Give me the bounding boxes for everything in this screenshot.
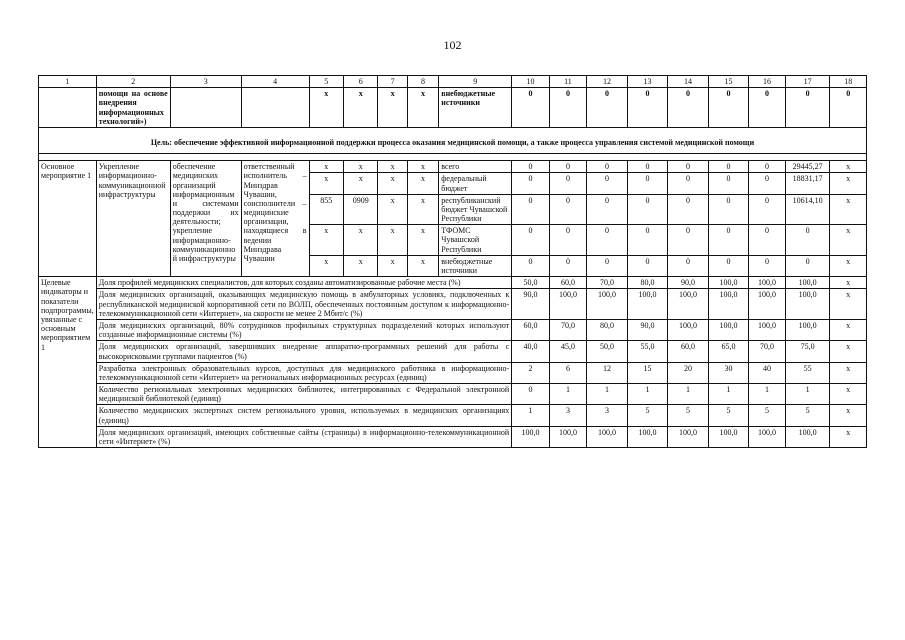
value-cell: 0	[785, 88, 830, 128]
funding-source: федеральный бюджет	[439, 173, 512, 194]
code-cell: х	[407, 255, 438, 276]
value-cell: 0	[587, 225, 628, 256]
value-cell: 60,0	[668, 341, 709, 362]
column-number: 3	[170, 76, 241, 88]
value-cell: х	[830, 319, 867, 340]
column-number: 5	[309, 76, 343, 88]
value-cell: 100,0	[549, 289, 586, 320]
code-cell: х	[407, 173, 438, 194]
spacer-row	[39, 154, 867, 161]
code-cell: 855	[309, 194, 343, 225]
activity-name: помощи на основе внедрения информационных технологий»)	[96, 88, 170, 128]
value-cell: 0	[512, 173, 549, 194]
column-number: 13	[627, 76, 668, 88]
value-cell: х	[830, 161, 867, 173]
value-cell: 3	[549, 405, 586, 426]
value-cell: 1	[512, 405, 549, 426]
indicators-label: Целевые индикаторы и показатели подпрограммы, увязанные с основным мероприятием 1	[39, 277, 97, 448]
value-cell: 0	[749, 255, 785, 276]
value-cell: 5	[627, 405, 668, 426]
column-number: 9	[439, 76, 512, 88]
value-cell: 0	[627, 161, 668, 173]
value-cell: 70,0	[549, 319, 586, 340]
value-cell: 100,0	[749, 289, 785, 320]
activity-name: Укрепление информационно-коммуникационной инфраструктуры	[96, 161, 170, 277]
value-cell: х	[830, 225, 867, 256]
value-cell: х	[830, 289, 867, 320]
value-cell: 5	[708, 405, 749, 426]
table-body	[39, 76, 867, 448]
code-cell: х	[309, 225, 343, 256]
value-cell: 65,0	[708, 341, 749, 362]
code-cell: х	[407, 88, 438, 128]
value-cell: 50,0	[587, 341, 628, 362]
value-cell: 100,0	[668, 319, 709, 340]
column-number: 7	[378, 76, 407, 88]
value-cell: х	[830, 341, 867, 362]
indicator-text: Количество региональных электронных медицинских библиотек, интегрированных с Федеральной электронной медицинской библиотекой (единиц)	[96, 384, 511, 405]
spacer-cell	[39, 154, 867, 161]
value-cell: 90,0	[668, 277, 709, 289]
value-cell: х	[830, 173, 867, 194]
value-cell: 0	[668, 255, 709, 276]
funding-source: внебюджетные источники	[439, 88, 512, 128]
value-cell: 55	[785, 362, 830, 383]
code-cell: х	[344, 88, 378, 128]
value-cell: х	[830, 384, 867, 405]
value-cell: 90,0	[512, 289, 549, 320]
value-cell: 100,0	[627, 289, 668, 320]
column-number: 2	[96, 76, 170, 88]
indicator-row	[39, 362, 867, 383]
value-cell: 1	[668, 384, 709, 405]
value-cell: 1	[627, 384, 668, 405]
value-cell: 0	[549, 88, 586, 128]
value-cell: 0	[549, 255, 586, 276]
value-cell: 0	[549, 225, 586, 256]
value-cell: 1	[785, 384, 830, 405]
value-cell: 1	[708, 384, 749, 405]
value-cell: 20	[668, 362, 709, 383]
value-cell: 1	[749, 384, 785, 405]
value-cell: х	[830, 194, 867, 225]
code-cell: х	[407, 194, 438, 225]
value-cell: 0	[668, 173, 709, 194]
column-number: 18	[830, 76, 867, 88]
value-cell: 0	[749, 225, 785, 256]
value-cell: 0	[587, 194, 628, 225]
value-cell: 100,0	[785, 289, 830, 320]
column-number: 10	[512, 76, 549, 88]
funding-source: ТФОМС Чувашской Республики	[439, 225, 512, 256]
program-table	[38, 75, 867, 448]
value-cell: 100,0	[785, 277, 830, 289]
value-cell: 3	[587, 405, 628, 426]
value-cell: 12	[587, 362, 628, 383]
code-cell: х	[378, 194, 407, 225]
value-cell: 100,0	[708, 319, 749, 340]
indicator-text: Доля медицинских организаций, завершивших внедрение аппаратно-программных решений для работы с высокорисковыми группами пациентов (%)	[96, 341, 511, 362]
value-cell: 0	[668, 194, 709, 225]
value-cell: 0	[708, 173, 749, 194]
funding-source: внебюджетные источники	[439, 255, 512, 276]
indicator-text: Доля медицинских организаций, имеющих собственные сайты (страницы) в информационно-телекоммуникационной сети «Интернет» (%)	[96, 426, 511, 447]
column-number: 4	[241, 76, 309, 88]
column-number: 14	[668, 76, 709, 88]
value-cell: 15	[627, 362, 668, 383]
value-cell: 0	[668, 161, 709, 173]
code-cell: х	[344, 255, 378, 276]
activity-row	[39, 161, 867, 173]
value-cell: 0	[627, 255, 668, 276]
value-cell: 50,0	[512, 277, 549, 289]
code-cell: х	[378, 173, 407, 194]
value-cell: 100,0	[749, 426, 785, 447]
code-cell: х	[407, 225, 438, 256]
value-cell: 45,0	[549, 341, 586, 362]
code-cell: х	[378, 255, 407, 276]
value-cell: 100,0	[708, 277, 749, 289]
value-cell: 0	[708, 88, 749, 128]
indicator-row	[39, 426, 867, 447]
funding-source: всего	[439, 161, 512, 173]
code-cell: х	[344, 225, 378, 256]
code-cell: х	[309, 161, 343, 173]
goal-row	[39, 127, 867, 153]
value-cell: 1	[549, 384, 586, 405]
value-cell: 5	[785, 405, 830, 426]
empty-cell	[170, 88, 241, 128]
value-cell: 100,0	[587, 426, 628, 447]
goal-text: Цель: обеспечение эффективной информационной поддержки процесса оказания медицинской помощи, а также процесса управления системой медицинской помощи	[39, 127, 867, 153]
indicator-text: Доля медицинских организаций, 80% сотрудников профильных структурных подразделений которых используют созданные информационные системы (%)	[96, 319, 511, 340]
value-cell: х	[830, 405, 867, 426]
value-cell: 0	[749, 88, 785, 128]
value-cell: 0	[549, 173, 586, 194]
value-cell: 0	[627, 225, 668, 256]
value-cell: 100,0	[708, 289, 749, 320]
value-cell: 0	[587, 88, 628, 128]
indicator-row	[39, 277, 867, 289]
value-cell: 0	[708, 255, 749, 276]
code-cell: х	[344, 161, 378, 173]
value-cell: 0	[708, 225, 749, 256]
value-cell: 70,0	[587, 277, 628, 289]
value-cell: 0	[668, 225, 709, 256]
value-cell: 80,0	[587, 319, 628, 340]
value-cell: 0	[587, 255, 628, 276]
empty-cell	[39, 88, 97, 128]
value-cell: 100,0	[549, 426, 586, 447]
value-cell: 60,0	[549, 277, 586, 289]
value-cell: 100,0	[708, 426, 749, 447]
empty-cell	[241, 88, 309, 128]
value-cell: 0	[785, 225, 830, 256]
indicator-row	[39, 319, 867, 340]
value-cell: 100,0	[668, 289, 709, 320]
value-cell: 40	[749, 362, 785, 383]
column-number: 12	[587, 76, 628, 88]
value-cell: 100,0	[749, 319, 785, 340]
value-cell: 29445,27	[785, 161, 830, 173]
code-cell: х	[344, 173, 378, 194]
value-cell: 0	[749, 173, 785, 194]
code-cell: х	[378, 161, 407, 173]
indicator-text: Разработка электронных образовательных курсов, доступных для медицинского работника в информационно-телекоммуникационной сети «Интернет» на региональных информационных ресурсах (единиц)	[96, 362, 511, 383]
value-cell: 18831,17	[785, 173, 830, 194]
value-cell: 0	[708, 161, 749, 173]
value-cell: 0	[749, 194, 785, 225]
code-cell: х	[309, 88, 343, 128]
value-cell: 0	[549, 194, 586, 225]
column-number: 6	[344, 76, 378, 88]
continuation-row	[39, 88, 867, 128]
value-cell: 0	[587, 173, 628, 194]
column-number: 16	[749, 76, 785, 88]
executor-cell: ответственный исполнитель – Минздрав Чувашии, соисполнители – медицинские организации, находящиеся в ведении Минздрава Чувашии	[241, 161, 309, 277]
column-number: 17	[785, 76, 830, 88]
code-cell: х	[407, 161, 438, 173]
column-number: 1	[39, 76, 97, 88]
value-cell: 55,0	[627, 341, 668, 362]
value-cell: 100,0	[785, 319, 830, 340]
value-cell: 0	[512, 194, 549, 225]
value-cell: 5	[749, 405, 785, 426]
indicator-row	[39, 341, 867, 362]
activity-purpose: обеспечение медицинских организаций информационными системами поддержки их деятельности; укрепление информационно-коммуникационной инфраструктуры	[170, 161, 241, 277]
value-cell: 0	[708, 194, 749, 225]
indicator-text: Доля медицинских организаций, оказывающих медицинскую помощь в амбулаторных условиях, подключенных к республиканской медицинской корпоративной сети по ВОЛП, обеспеченных постоянным доступом к информационно-телекоммуникационной сети «Интернет», на скорости не менее 2 Мбит/с (%)	[96, 289, 511, 320]
value-cell: х	[830, 426, 867, 447]
column-number: 8	[407, 76, 438, 88]
value-cell: 0	[749, 161, 785, 173]
value-cell: 40,0	[512, 341, 549, 362]
value-cell: 0	[668, 88, 709, 128]
activity-type: Основное мероприятие 1	[39, 161, 97, 277]
value-cell: 0	[549, 161, 586, 173]
value-cell: 0	[627, 173, 668, 194]
value-cell: 30	[708, 362, 749, 383]
code-cell: х	[378, 88, 407, 128]
value-cell: 6	[549, 362, 586, 383]
value-cell: 100,0	[627, 426, 668, 447]
value-cell: 80,0	[627, 277, 668, 289]
value-cell: 1	[587, 384, 628, 405]
value-cell: 0	[512, 161, 549, 173]
code-cell: х	[309, 255, 343, 276]
page-number: 102	[443, 38, 462, 52]
value-cell: 0	[512, 225, 549, 256]
value-cell: 90,0	[627, 319, 668, 340]
value-cell: 70,0	[749, 341, 785, 362]
indicator-row	[39, 405, 867, 426]
code-cell: 0909	[344, 194, 378, 225]
value-cell: 0	[627, 194, 668, 225]
value-cell: 2	[512, 362, 549, 383]
value-cell: х	[830, 362, 867, 383]
value-cell: 100,0	[749, 277, 785, 289]
value-cell: 60,0	[512, 319, 549, 340]
value-cell: 75,0	[785, 341, 830, 362]
column-number: 15	[708, 76, 749, 88]
column-number: 11	[549, 76, 586, 88]
value-cell: 0	[830, 88, 867, 128]
value-cell: 0	[512, 384, 549, 405]
indicator-text: Количество медицинских экспертных систем регионального уровня, используемых в медицинских организациях (единиц)	[96, 405, 511, 426]
code-cell: х	[309, 173, 343, 194]
indicator-text: Доля профилей медицинских специалистов, для которых созданы автоматизированные рабочие места (%)	[96, 277, 511, 289]
value-cell: 100,0	[512, 426, 549, 447]
value-cell: 0	[627, 88, 668, 128]
value-cell: 10614,10	[785, 194, 830, 225]
header-row	[39, 76, 867, 88]
value-cell: 0	[785, 255, 830, 276]
value-cell: 100,0	[668, 426, 709, 447]
value-cell: х	[830, 277, 867, 289]
code-cell: х	[378, 225, 407, 256]
indicator-row	[39, 384, 867, 405]
indicator-row	[39, 289, 867, 320]
value-cell: 0	[512, 88, 549, 128]
value-cell: 0	[587, 161, 628, 173]
value-cell: 5	[668, 405, 709, 426]
value-cell: 100,0	[587, 289, 628, 320]
value-cell: 0	[512, 255, 549, 276]
value-cell: х	[830, 255, 867, 276]
funding-source: республиканский бюджет Чувашской Республики	[439, 194, 512, 225]
value-cell: 100,0	[785, 426, 830, 447]
